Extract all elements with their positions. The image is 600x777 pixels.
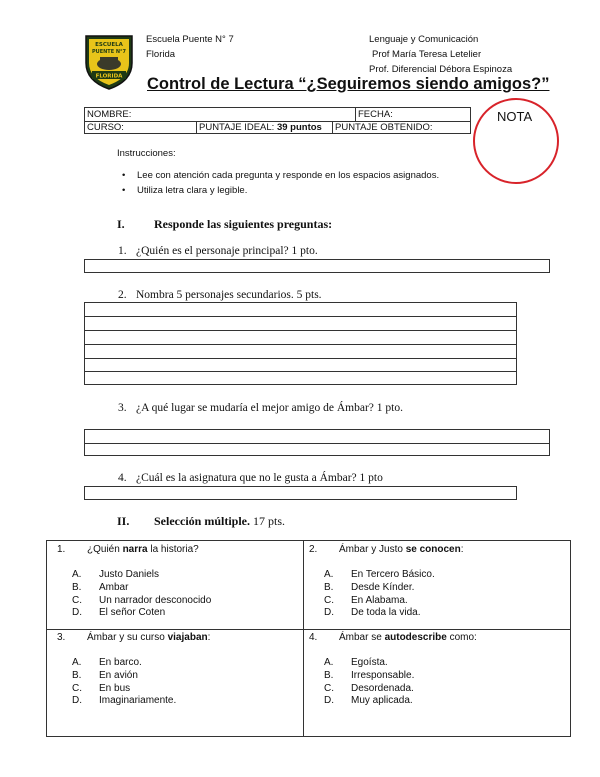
- mcq-question-1: 1. ¿Quién narra la historia? A. Justo Daniels B. Ambar C. Un narrador desconocido D. El señor Coten: [57, 544, 212, 619]
- page-title: Control de Lectura “¿Seguiremos siendo amigos?”: [147, 75, 550, 93]
- section2-number: II.: [117, 514, 130, 528]
- answer-box-1[interactable]: [84, 259, 550, 273]
- fecha-field[interactable]: FECHA:: [355, 108, 393, 121]
- answer-box-4[interactable]: [84, 486, 517, 500]
- curso-field[interactable]: CURSO:: [87, 122, 124, 133]
- answer-box-3[interactable]: [84, 429, 550, 456]
- teacher-name: Prof María Teresa Letelier: [372, 49, 482, 60]
- answer-box-2[interactable]: [84, 302, 517, 385]
- school-name: Escuela Puente N° 7: [146, 34, 234, 45]
- puntaje-obtenido-field[interactable]: PUNTAJE OBTENIDO:: [332, 121, 432, 134]
- course-info: [369, 32, 512, 77]
- mcq-question-4: 4. Ámbar se autodescribe como: A. Egoísta. B. Irresponsable. C. Desordenada. D. Muy aplicada.: [309, 632, 477, 707]
- subject-name: Lenguaje y Comunicación: [369, 34, 479, 45]
- svg-text:PUENTE N°7: PUENTE N°7: [91, 49, 127, 55]
- section2-title: Selección múltiple. 17 pts.: [154, 514, 286, 528]
- instructions-title: Instrucciones:: [117, 148, 176, 159]
- svg-text:ESCUELA: ESCUELA: [95, 42, 123, 48]
- school-logo: [83, 33, 135, 91]
- section1-number: I.: [117, 217, 125, 231]
- info-row-1: [85, 108, 470, 122]
- nota-label: NOTA: [497, 109, 533, 124]
- nombre-field[interactable]: NOMBRE:: [87, 109, 132, 120]
- bullet-icon: •: [122, 185, 126, 196]
- info-row-2: [85, 121, 470, 134]
- student-info-table: [84, 107, 471, 134]
- multiple-choice-table: [46, 540, 571, 737]
- puntaje-ideal-value: 39 puntos: [276, 122, 322, 133]
- teacher2-name: Prof. Diferencial Débora Espinoza: [369, 64, 513, 75]
- svg-text:FLORIDA: FLORIDA: [95, 73, 123, 80]
- bullet-icon: •: [122, 170, 126, 181]
- mcq-question-2: 2. Ámbar y Justo se conocen: A. En Tercero Básico. B. Desde Kínder. C. En Alabama. D. De toda la vida.: [309, 544, 464, 619]
- mcq-question-3: 3. Ámbar y su curso viajaban: A. En barco. B. En avión C. En bus D. Imaginariamente.: [57, 632, 211, 707]
- puntaje-ideal-label: PUNTAJE IDEAL:: [199, 122, 277, 133]
- school-city: Florida: [146, 49, 176, 60]
- section1-title: Responde las siguientes preguntas:: [154, 217, 333, 231]
- school-info: [146, 32, 234, 62]
- puntaje-ideal: [196, 121, 333, 134]
